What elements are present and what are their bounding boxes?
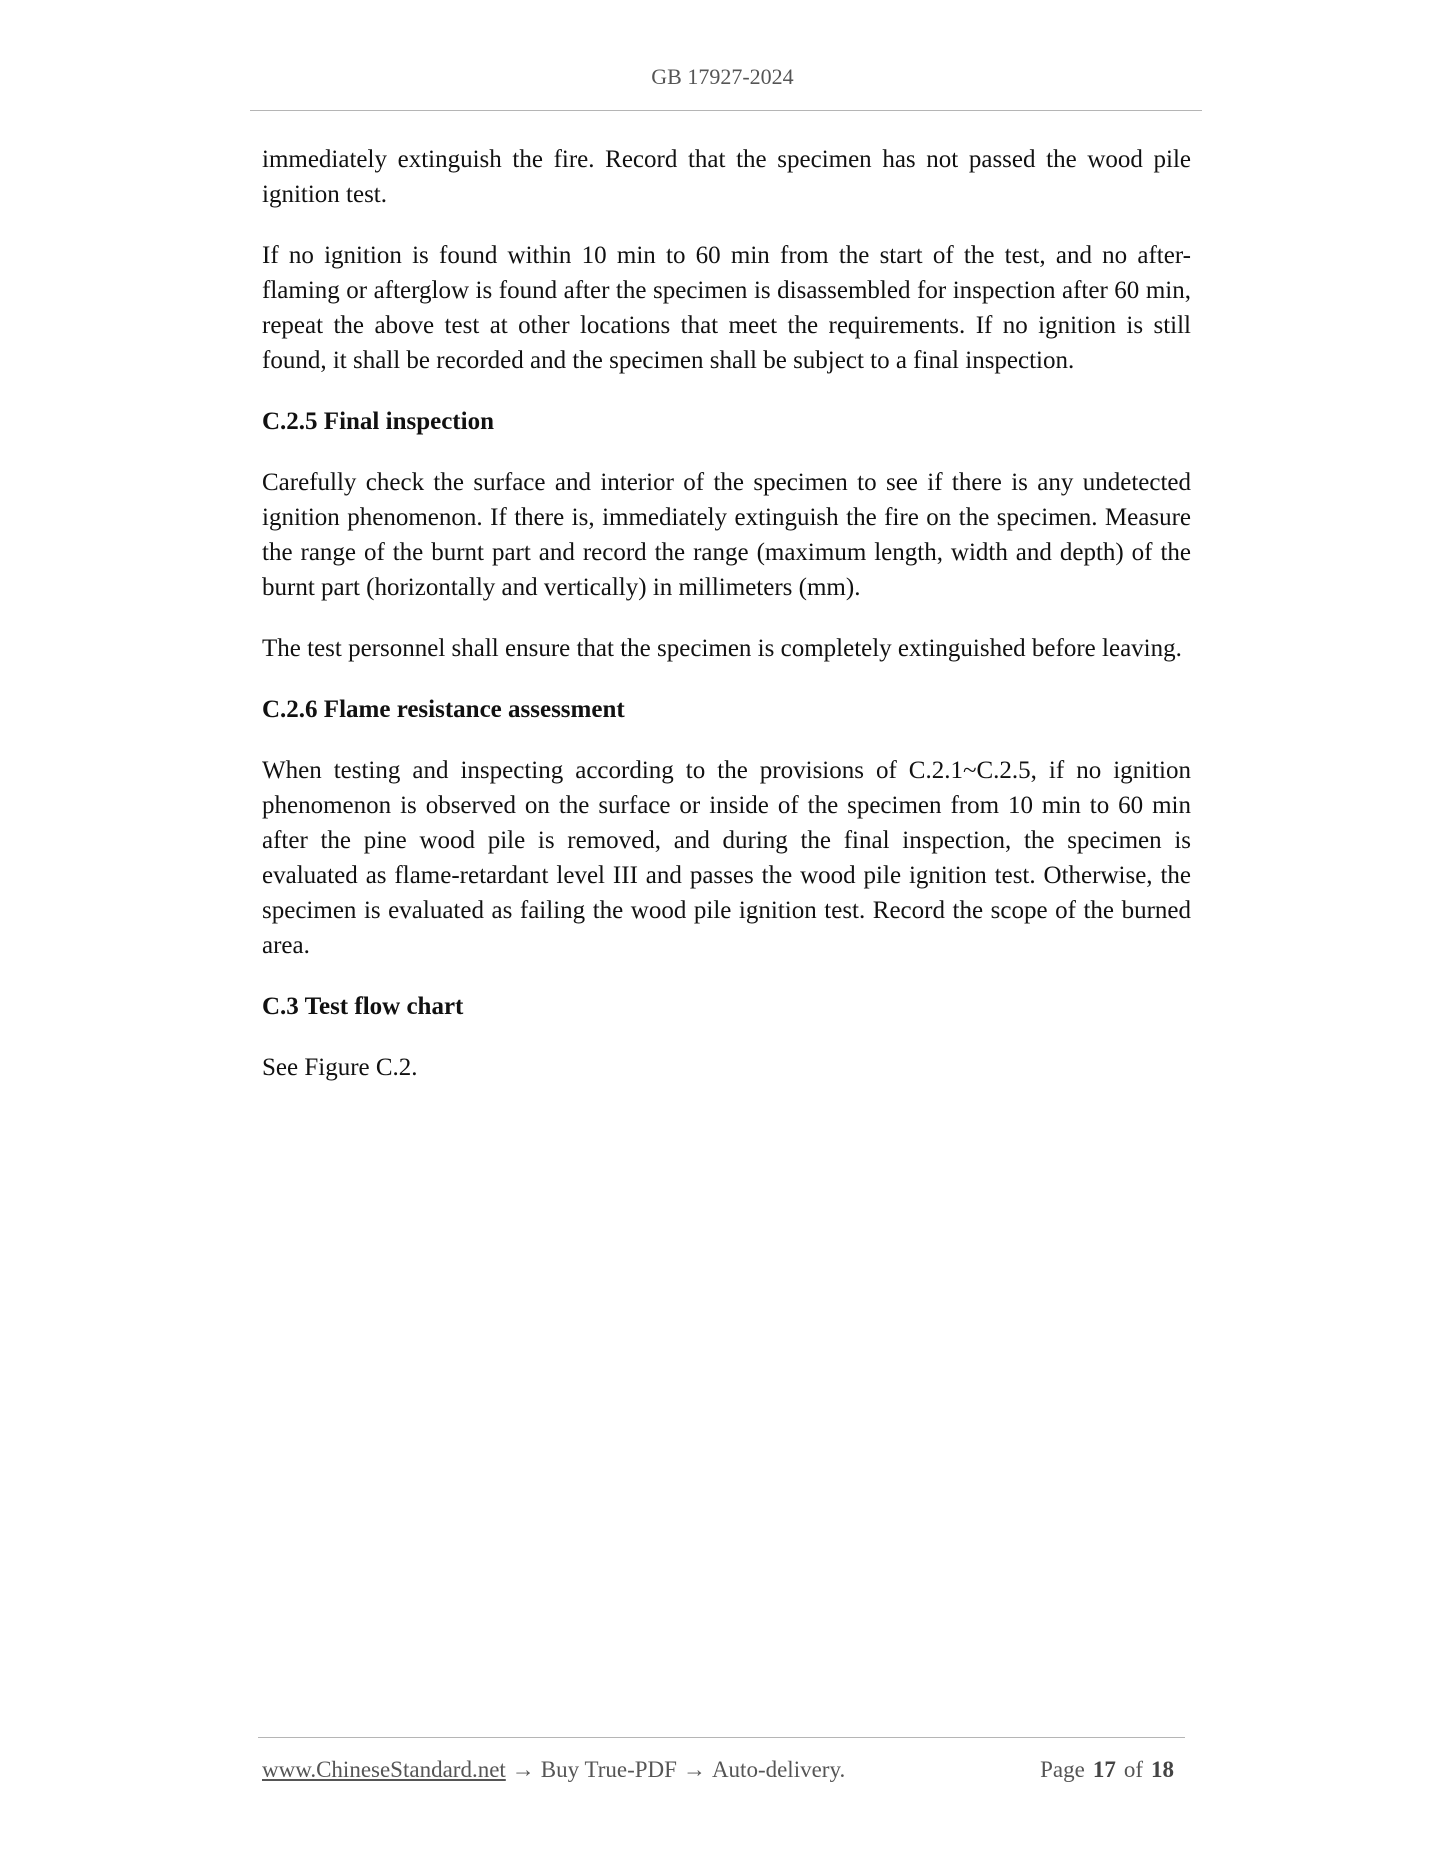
paragraph: When testing and inspecting according to the provisions of C.2.1~C.2.5, if no ignition phenomenon is observed on the surface or inside of the specimen from 10 min to 60 min after the pine wood pile is removed, and during the final inspection, the specimen is evaluated as flame-retardant level III and passes the wood pile ignition test. Otherwise, the specimen is evaluated as failing the wood pile ignition test. Record the scope of the burned area. xyxy=(262,757,1191,959)
document-id: GB 17927-2024 xyxy=(651,64,794,89)
arrow-right-icon: → xyxy=(511,1757,535,1782)
paragraph: If no ignition is found within 10 min to 60 min from the start of the test, and no after-flaming or afterglow is found after the specimen is disassembled for inspection after 60 min, repeat the above test at other locations that meet the requirements. If no ignition is still found, it shall be recorded and the specimen shall be subject to a final inspection. xyxy=(262,242,1191,374)
page-current: 17 xyxy=(1092,1757,1116,1782)
footer-divider xyxy=(258,1737,1185,1738)
of-label: of xyxy=(1123,1757,1143,1782)
document-header xyxy=(0,64,1445,90)
paragraph: See Figure C.2. xyxy=(262,1054,418,1081)
paragraph: Carefully check the surface and interior of the specimen to see if there is any undetected ignition phenomenon. If there is, immediately extinguish the fire on the specimen. Measure the range of the burnt part and record the range (maximum length, width and depth) of the burnt part (horizontally and vertically) in millimeters (mm). xyxy=(262,469,1191,601)
section-heading-c25: C.2.5 Final inspection xyxy=(262,408,494,435)
section-heading-c3: C.3 Test flow chart xyxy=(262,993,464,1020)
page-indicator xyxy=(1040,1757,1182,1783)
page-total: 18 xyxy=(1151,1757,1174,1782)
footer-promo xyxy=(262,1757,845,1783)
buy-text: Buy True-PDF xyxy=(540,1757,677,1782)
section-heading-c26: C.2.6 Flame resistance assessment xyxy=(262,696,625,723)
page-content xyxy=(262,142,1191,1111)
website-link[interactable]: www.ChineseStandard.net xyxy=(262,1757,506,1782)
paragraph: immediately extinguish the fire. Record that the specimen has not passed the wood pile ignition test. xyxy=(262,146,1191,208)
page-label: Page xyxy=(1040,1757,1085,1782)
header-divider xyxy=(250,110,1202,111)
page-footer xyxy=(262,1757,1182,1791)
arrow-right-icon: → xyxy=(682,1757,706,1782)
paragraph: The test personnel shall ensure that the specimen is completely extinguished before leaving. xyxy=(262,635,1182,662)
delivery-text: Auto-delivery. xyxy=(711,1757,846,1782)
